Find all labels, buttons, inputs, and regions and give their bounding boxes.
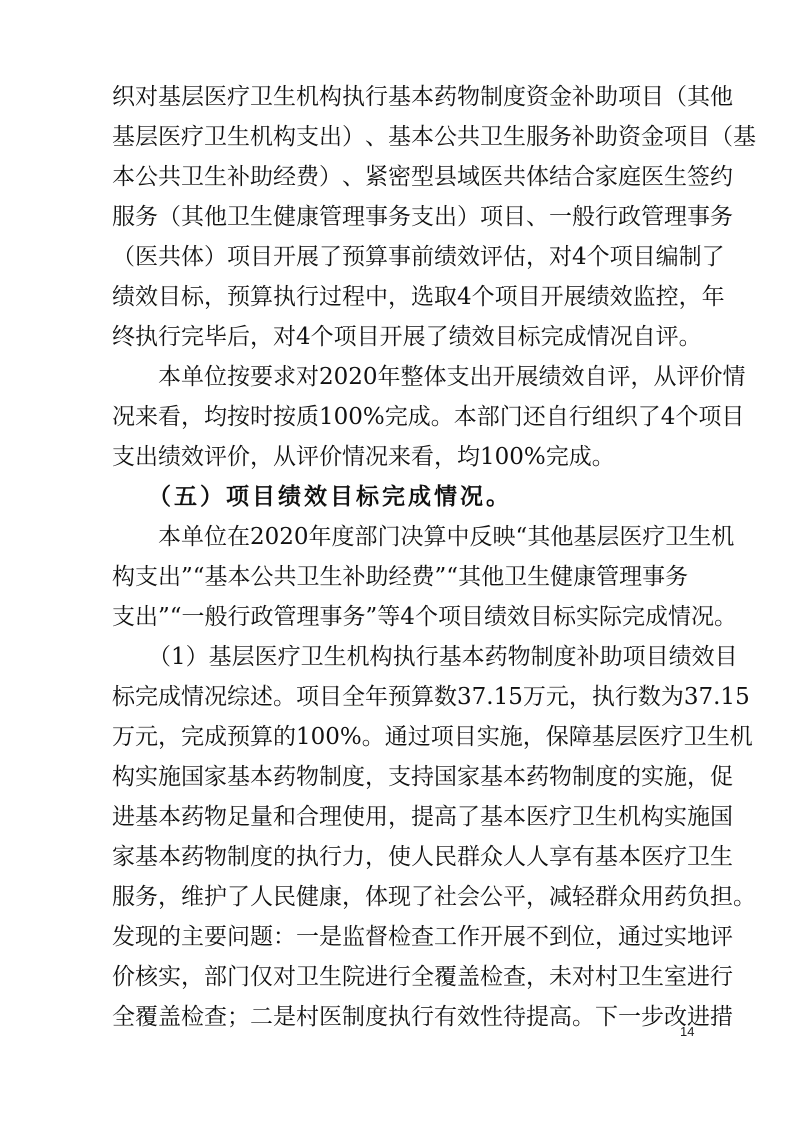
body-text-line: 基 层 医 疗 卫 生 机 构 支 出 ） 、 基 本 公 共 卫 生 服 务 补 助 资 金 项 目 （ 基 (112, 124, 756, 150)
body-text-line: 全 覆 盖 检 查 ； 二 是 村 医 制 度 执 行 有 效 性 待 提 高 。 下 一 步 改 进 措 (112, 1004, 733, 1030)
body-text-line: 支 出 绩 效 评 价 ， 从 评 价 情 况 来 看 ， 均 100% 完 成 。 (112, 444, 615, 470)
body-text-line: 价 核 实 ， 部 门 仅 对 卫 生 院 进 行 全 覆 盖 检 查 ， 未 对 村 卫 生 室 进 行 (112, 964, 733, 990)
body-text-line: （ 医 共 体 ） 项 目 开 展 了 预 算 事 前 绩 效 评 估 ， 对 4 个 项 目 编 制 了 (112, 244, 725, 270)
body-text-line: 进 基 本 药 物 足 量 和 合 理 使 用 ， 提 高 了 基 本 医 疗 卫 生 机 构 实 施 国 (112, 804, 733, 830)
body-text-line: （ 1 ） 基 层 医 疗 卫 生 机 构 执 行 基 本 药 物 制 度 补 助 项 目 绩 效 目 (148, 644, 738, 670)
body-text-line: 绩 效 目 标 ， 预 算 执 行 过 程 中 ， 选 取 4 个 项 目 开 展 绩 效 监 控 ， 年 (112, 284, 725, 310)
body-text-line: 本 单 位 在 2020 年 度 部 门 决 算 中 反 映 “ 其 他 基 层 医 疗 卫 生 机 (158, 524, 735, 550)
body-text-line: 家 基 本 药 物 制 度 的 执 行 力 ， 使 人 民 群 众 人 人 享 有 基 本 医 疗 卫 生 (112, 844, 733, 870)
body-text-line: 本 单 位 按 要 求 对 2020 年 整 体 支 出 开 展 绩 效 自 评 ， 从 评 价 情 (158, 364, 746, 390)
body-text-line: 构 支 出 ” “ 基 本 公 共 卫 生 补 助 经 费 ” “ 其 他 卫 生 健 康 管 理 事 务 (112, 564, 689, 590)
body-text-line: 标 完 成 情 况 综 述 。 项 目 全 年 预 算 数 37.15 万 元 ， 执 行 数 为 37.15 (112, 684, 750, 710)
body-text-line: 构 实 施 国 家 基 本 药 物 制 度 ， 支 持 国 家 基 本 药 物 制 度 的 实 施 ， 促 (112, 764, 733, 790)
body-text-line: 终 执 行 完 毕 后 ， 对 4 个 项 目 开 展 了 绩 效 目 标 完 成 情 况 自 评 。 (112, 324, 702, 350)
body-text-line: 况 来 看 ， 均 按 时 按 质 100% 完 成 。 本 部 门 还 自 行 组 织 了 4 个 项 目 (112, 404, 745, 430)
body-text-line: 发 现 的 主 要 问 题 ： 一 是 监 督 检 查 工 作 开 展 不 到 位 ， 通 过 实 地 评 (112, 924, 733, 950)
body-text-line: 本 公 共 卫 生 补 助 经 费 ） 、 紧 密 型 县 域 医 共 体 结 合 家 庭 医 生 签 约 (112, 164, 733, 190)
body-text-line: 万 元 ， 完 成 预 算 的 100% 。 通 过 项 目 实 施 ， 保 障 基 层 医 疗 卫 生 机 (112, 724, 753, 750)
body-text-line: 支 出 ” “ 一 般 行 政 管 理 事 务 ” 等 4 个 项 目 绩 效 目 标 实 际 完 成 情 况 。 (112, 604, 737, 630)
page-number: 14 (680, 1024, 695, 1039)
body-text-line: 服 务 ， 维 护 了 人 民 健 康 ， 体 现 了 社 会 公 平 ， 减 轻 群 众 用 药 负 担 。 (112, 884, 756, 910)
body-text-line: 织 对 基 层 医 疗 卫 生 机 构 执 行 基 本 药 物 制 度 资 金 补 助 项 目 （ 其 他 (112, 84, 733, 110)
section-heading: （五）项目绩效目标完成情况。 (148, 484, 512, 510)
body-text-line: 服 务 （ 其 他 卫 生 健 康 管 理 事 务 支 出 ） 项 目 、 一 般 行 政 管 理 事 务 (112, 204, 733, 230)
